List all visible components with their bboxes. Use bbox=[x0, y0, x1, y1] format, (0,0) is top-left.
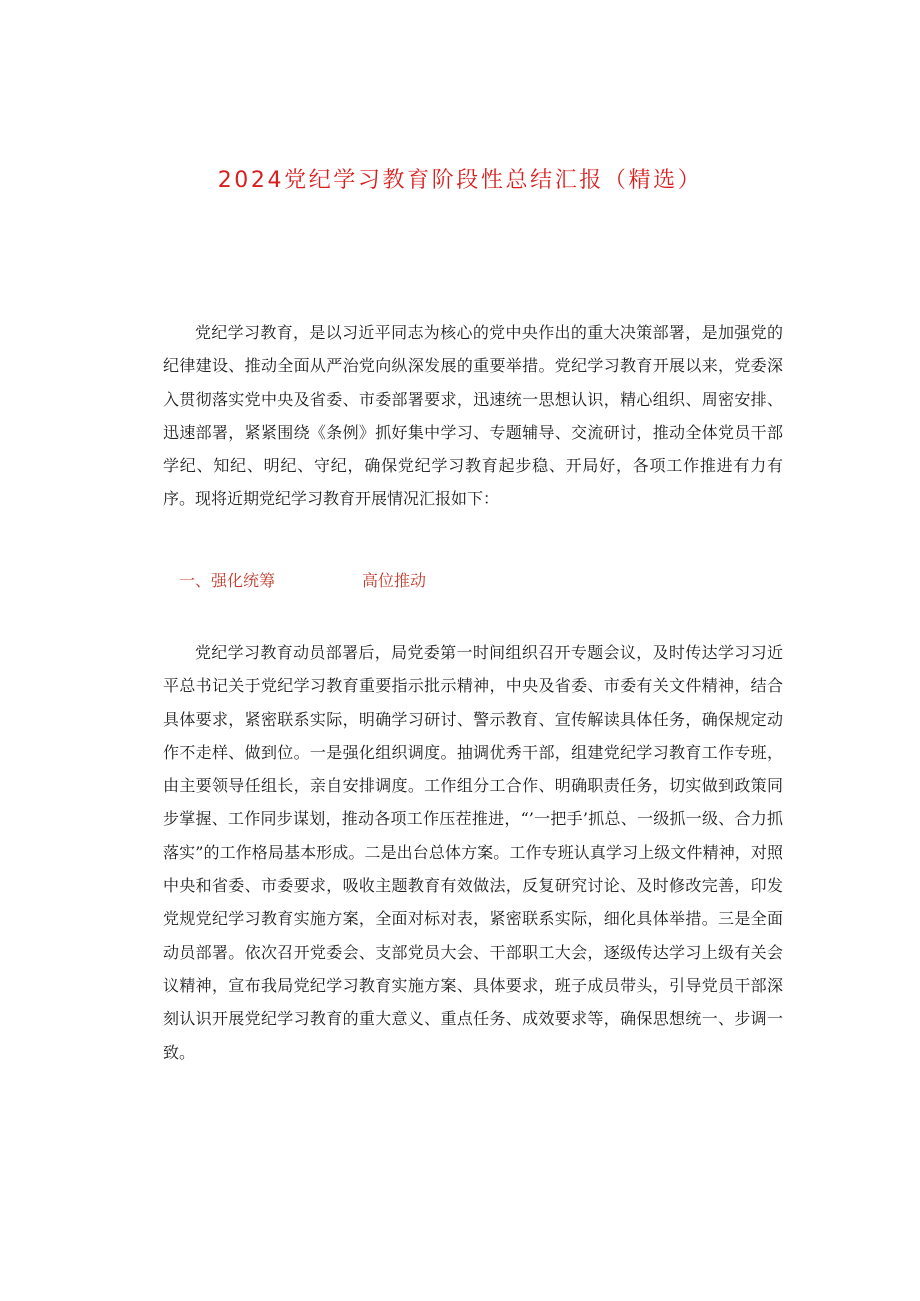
intro-paragraph: 党纪学习教育，是以习近平同志为核心的党中央作出的重大决策部署，是加强党的纪律建设、推动全面从严治党向纵深发展的重要举措。党纪学习教育开展以来，党委深入贯彻落实党中央及省委、市委部署要求，迅速统一思想认识，精心组织、周密安排、迅速部署，紧紧围绕《条例》抓好集中学习、专题辅导、交流研讨，推动全体党员干部学纪、知纪、明纪、守纪，确保党纪学习教育起步稳、开局好，各项工作推进有力有序。现将近期党纪学习教育开展情况汇报如下： bbox=[163, 323, 783, 509]
document-title: 2024党纪学习教育阶段性总结汇报（精选） bbox=[217, 168, 703, 193]
section-1-heading-right: 高位推动 bbox=[362, 571, 427, 590]
section-1-heading-left: 一、强化统筹 bbox=[179, 571, 276, 590]
section-1-heading bbox=[179, 564, 426, 597]
section-1-paragraph: 党纪学习教育动员部署后，局党委第一时间组织召开专题会议，及时传达学习习近平总书记关于党纪学习教育重要指示批示精神，中央及省委、市委有关文件精神，结合具体要求，紧密联系实际，明确学习研讨、警示教育、宣传解读具体任务，确保规定动作不走样、做到位。一是强化组织调度。抽调优秀干部，组建党纪学习教育工作专班，由主要领导任组长，亲自安排调度。工作组分工合作、明确职责任务，切实做到政策同步掌握、工作同步谋划，推动各项工作压茬推进，“’一把手’抓总、一级抓一级、合力抓落实”的工作格局基本形成。二是出台总体方案。工作专班认真学习上级文件精神，对照中央和省委、市委要求，吸收主题教育有效做法，反复研究讨论、及时修改完善，印发党规党纪学习教育实施方案，全面对标对表，紧密联系实际，细化具体举措。三是全面动员部署。依次召开党委会、支部党员大会、干部职工大会，逐级传达学习上级有关会议精神，宣布我局党纪学习教育实施方案、具体要求，班子成员带头，引导党员干部深刻认识开展党纪学习教育的重大意义、重点任务、成效要求等，确保思想统一、步调一致。 bbox=[163, 643, 783, 1062]
